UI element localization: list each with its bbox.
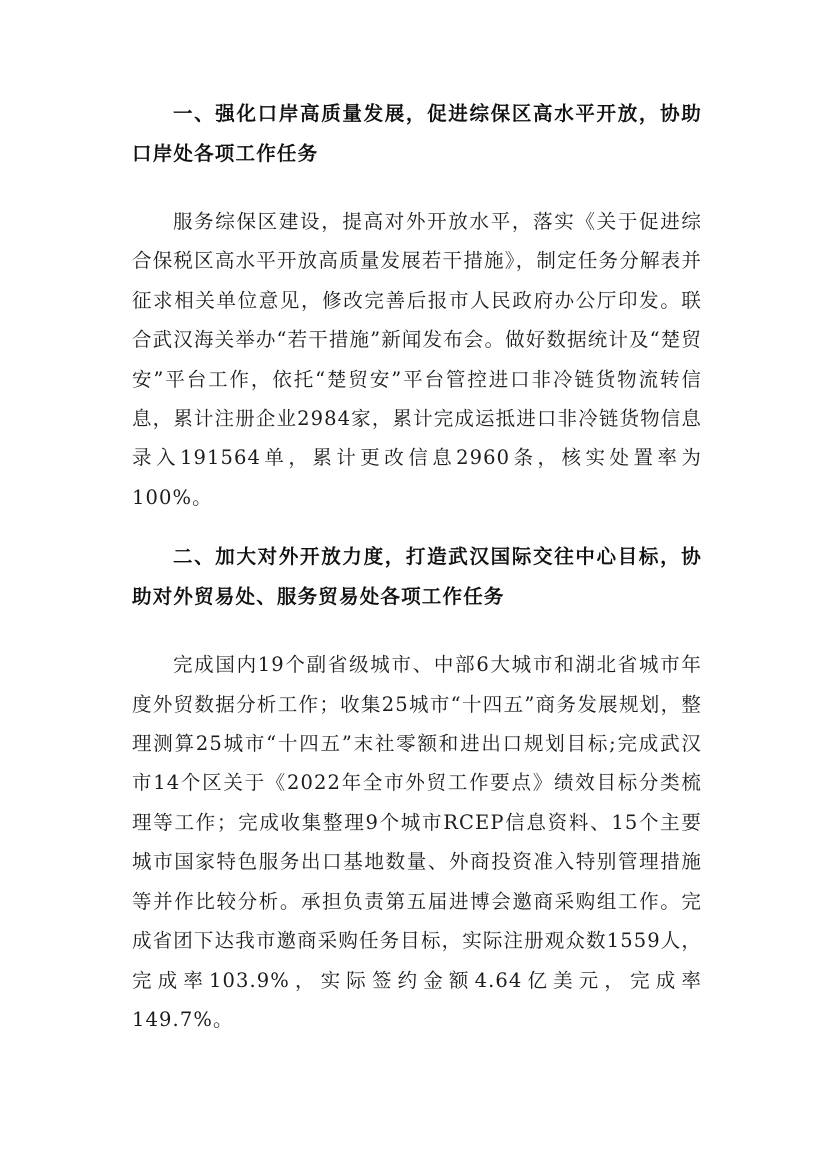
document-body	[132, 94, 702, 1039]
section-2-heading: 二、加大对外开放力度，打造武汉国际交往中心目标，协助对外贸易处、服务贸易处各项工作任务	[132, 545, 702, 609]
spacer	[132, 517, 702, 537]
section-2-paragraph: 完成国内19个副省级城市、中部6大城市和湖北省城市年度外贸数据分析工作；收集25城市“十四五”商务发展规划，整理测算25城市“十四五”末社零额和进出口规划目标;完成武汉市14个区关于《2022年全市外贸工作要点》绩效目标分类梳理等工作；完成收集整理9个城市RCEP信息资料、15个主要城市国家特色服务出口基地数量、外商投资准入特别管理措施等并作比较分析。承担负责第五届进博会邀商采购组工作。完成省团下达我市邀商采购任务目标，实际注册观众数1559人，完成率103.9%，实际签约金额4.64亿美元，完成率149.7%。	[132, 653, 702, 1031]
section-1-heading: 一、强化口岸高质量发展，促进综保区高水平开放，协助口岸处各项工作任务	[132, 102, 702, 165]
section-1-paragraph: 服务综保区建设，提高对外开放水平，落实《关于促进综合保税区高水平开放高质量发展若干措施》，制定任务分解表并征求相关单位意见，修改完善后报市人民政府办公厅印发。联合武汉海关举办“若干措施”新闻发布会。做好数据统计及“楚贸安”平台工作，依托“楚贸安”平台管控进口非冷链货物流转信息，累计注册企业2984家，累计完成运抵进口非冷链货物信息录入191564单，累计更改信息2960条，核实处置率为100%。	[132, 210, 702, 509]
spacer	[132, 174, 702, 202]
spacer	[132, 617, 702, 645]
